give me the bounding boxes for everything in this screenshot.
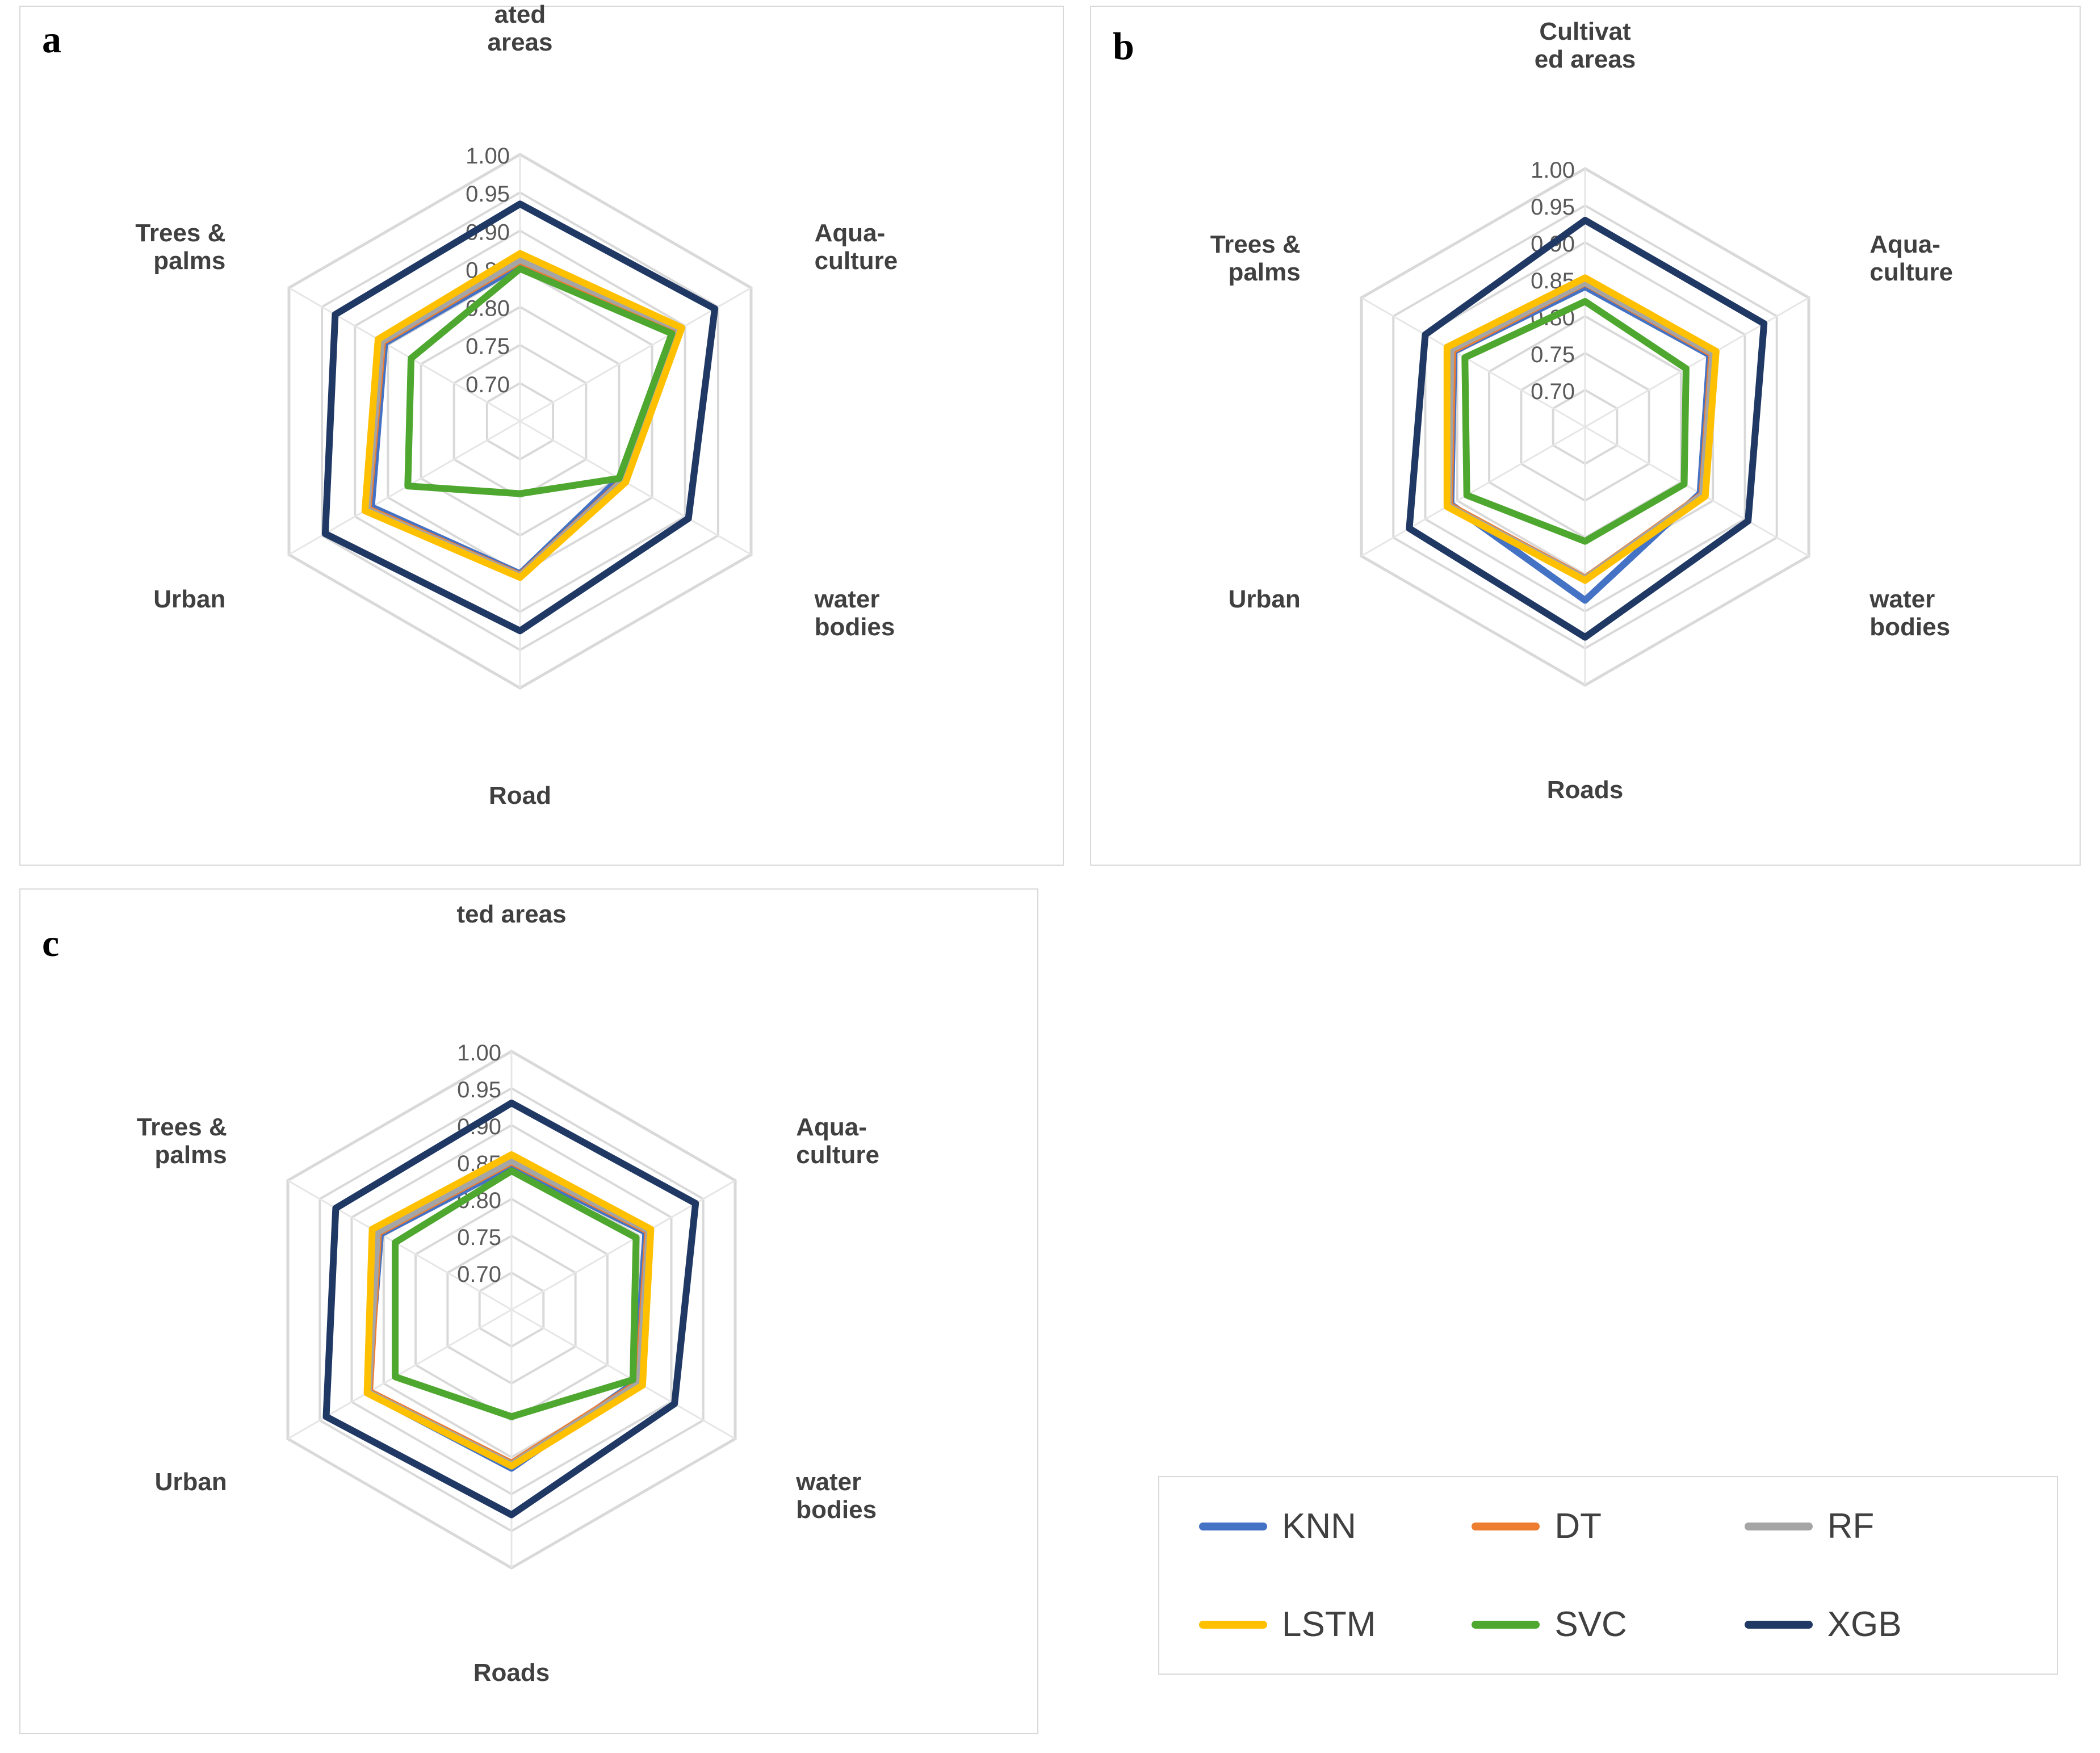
legend-item-rf — [1745, 1506, 2017, 1546]
category-label: Urban — [1228, 585, 1301, 613]
radial-tick-label: 0.70 — [466, 372, 510, 397]
category-label: water bodies — [796, 1467, 877, 1524]
legend-label-knn: KNN — [1282, 1507, 1356, 1546]
legend-label-xgb: XGB — [1827, 1605, 1902, 1644]
category-label: Trees & palms — [1210, 230, 1301, 286]
radial-tick-label: 1.00 — [1531, 158, 1575, 183]
legend-item-dt — [1472, 1506, 1744, 1546]
radar-svg — [20, 890, 1039, 1735]
legend-row-1 — [1199, 1477, 2017, 1575]
radar-chart-c — [20, 890, 1037, 1733]
radial-tick-label: 0.95 — [457, 1077, 501, 1102]
category-label: Aqua-culture — [796, 1113, 879, 1169]
category-label: Trees & palms — [136, 1113, 227, 1169]
radial-tick-label: 0.80 — [466, 296, 510, 321]
radial-tick-label: 0.85 — [1531, 269, 1575, 293]
legend-swatch-xgb — [1745, 1621, 1813, 1629]
radial-tick-label: 0.85 — [466, 258, 510, 283]
category-label: Aqua-culture — [1870, 230, 1953, 286]
legend-item-xgb — [1745, 1604, 2017, 1645]
category-label: Urban — [153, 585, 226, 613]
grid-spoke — [512, 1310, 735, 1439]
legend-row-2 — [1199, 1575, 2017, 1674]
radar-chart-b — [1091, 7, 2080, 865]
legend-swatch-lstm — [1199, 1621, 1267, 1629]
radial-tick-label: 0.95 — [466, 182, 510, 207]
legend-swatch-knn — [1199, 1523, 1267, 1530]
legend-swatch-rf — [1745, 1523, 1813, 1530]
radial-tick-label: 0.75 — [1531, 342, 1575, 367]
category-label: Trees & palms — [135, 219, 226, 275]
panel-c — [19, 888, 1038, 1734]
legend-item-svc — [1472, 1604, 1744, 1645]
legend-label-svc: SVC — [1554, 1605, 1627, 1644]
legend-item-knn — [1199, 1506, 1472, 1546]
legend-swatch-svc — [1472, 1621, 1540, 1629]
legend-label-dt: DT — [1554, 1507, 1602, 1546]
radial-tick-label: 0.95 — [1531, 195, 1575, 220]
panel-b — [1090, 6, 2081, 866]
radial-tick-label: 0.70 — [457, 1262, 501, 1287]
grid-spoke — [1585, 298, 1809, 427]
panel-a-letter: a — [42, 18, 61, 61]
panel-c-letter: c — [42, 921, 60, 964]
grid-spoke — [1361, 427, 1585, 556]
radial-tick-label: 0.90 — [466, 220, 510, 245]
radial-tick-label: 1.00 — [466, 144, 510, 169]
radial-tick-label: 0.70 — [1531, 379, 1575, 404]
legend-label-lstm: LSTM — [1282, 1605, 1376, 1644]
radial-tick-label: 0.80 — [1531, 305, 1575, 330]
panel-a — [19, 1, 1064, 866]
category-label: ted areas — [456, 900, 567, 928]
radial-tick-label: 0.90 — [457, 1114, 501, 1139]
grid-spoke — [512, 1181, 735, 1310]
legend-item-lstm — [1199, 1604, 1472, 1645]
category-label: Cultivat ed areas — [1534, 18, 1636, 74]
radar-chart-a — [20, 1, 1063, 865]
radar-svg — [20, 7, 1065, 867]
radial-tick-label: 0.75 — [457, 1225, 501, 1250]
legend-swatch-dt — [1472, 1523, 1540, 1530]
radial-tick-label: 0.85 — [457, 1151, 501, 1176]
category-label: ated areas — [487, 1, 553, 57]
radial-tick-label: 1.00 — [457, 1041, 501, 1066]
category-label: Roads — [1546, 776, 1624, 804]
radar-svg — [1091, 7, 2082, 867]
legend-label-rf: RF — [1827, 1507, 1875, 1546]
radial-tick-label: 0.75 — [466, 334, 510, 359]
grid-spoke — [288, 1310, 512, 1439]
chart-legend — [1158, 1476, 2058, 1675]
category-label: Urban — [154, 1467, 227, 1496]
category-label: Aqua-culture — [814, 219, 898, 275]
category-label: Roads — [473, 1659, 550, 1687]
radial-tick-label: 0.90 — [1531, 232, 1575, 257]
category-label: water bodies — [1870, 585, 1951, 641]
category-label: Road — [489, 782, 551, 810]
radial-tick-label: 0.80 — [457, 1188, 501, 1213]
category-label: water bodies — [814, 585, 895, 641]
panel-b-letter: b — [1113, 24, 1134, 68]
